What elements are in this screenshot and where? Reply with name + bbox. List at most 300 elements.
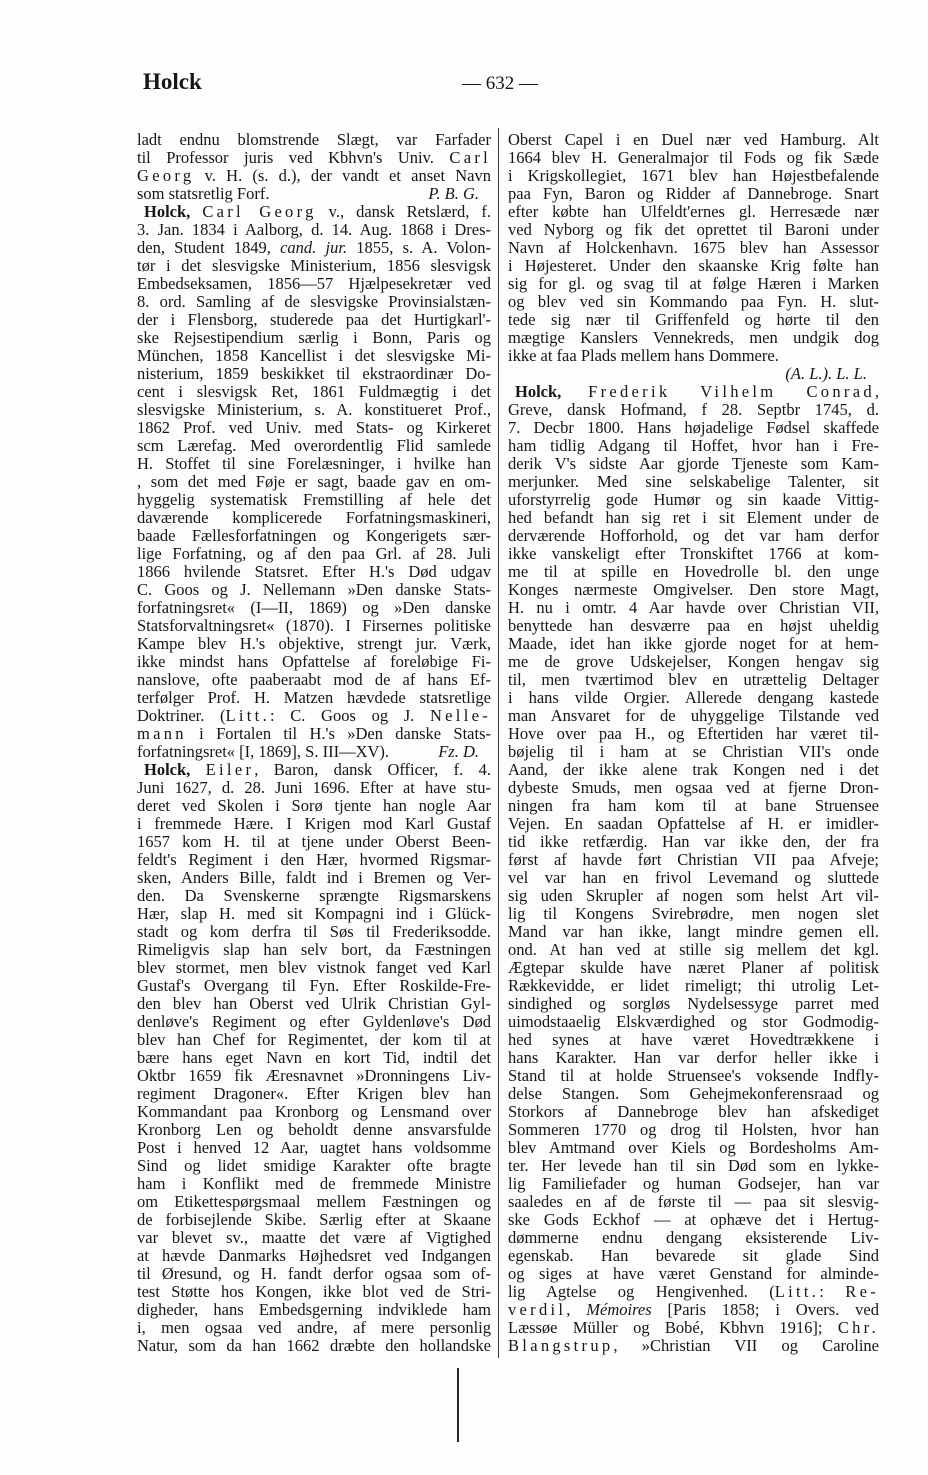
text-line [508,617,879,635]
text-run: 1862 Prof. ved Univ. med Stats- og Kirkeret [137,419,491,437]
text-line [508,509,879,527]
text-run: denløve's Regiment og efter Gyldenløve's Død [137,1013,491,1031]
headword: Holck, [515,383,562,401]
text-run: i fremmede Hære. I Krigen mod Karl Gustaf [137,815,491,833]
text-run: digheder, hans Embedsgerning indviklede ham [137,1301,491,1319]
text-run: nanslove, ofte paaberaabt mod de af hans Ef- [137,671,491,689]
text-run: tid ikke retfærdig. Han var ikke den, der fra [508,833,879,851]
text-line [137,473,491,491]
text-line [508,671,879,689]
text-line [137,707,491,725]
text-run: 3. Jan. 1834 i Aalborg, d. 14. Aug. 1868 i Dres- [137,221,491,239]
italic-text: Mémoires [586,1301,652,1319]
left-column [137,131,491,1355]
text-run: og blev ved sin Kommando paa Fyn. H. slut- [508,293,879,311]
text-run: H. nu i omtr. 4 Aar havde over Christian VII, [508,599,879,617]
text-line [137,545,491,563]
text-line [137,455,491,473]
spaced-name: Carl Georg [202,203,317,221]
text-line [508,1265,879,1283]
text-line [508,959,879,977]
text-line [508,905,879,923]
text-run: til Øresund, og H. fandt derfor ogsaa som of- [137,1265,491,1283]
text-run: regiment Dragoner«. Efter Krigen blev han [137,1085,491,1103]
text-run: i Krigskollegiet, 1671 blev han Højestbefalende [508,167,879,185]
text-run: Kampe blev H.'s objektive, strengt jur. Værk, [137,635,491,653]
text-line [137,365,491,383]
text-line [137,1139,491,1157]
spaced-name: Eiler [205,761,255,779]
text-line [137,275,491,293]
text-run: 1664 blev H. Generalmajor til Fods og fik Sæde [508,149,879,167]
text-line [137,1265,491,1283]
text-line [508,833,879,851]
text-run: blev stormet, men blev vistnok fanget ved Karl [137,959,491,977]
text-run [190,761,205,779]
text-line [508,1337,879,1355]
text-line [137,239,491,257]
text-line [137,977,491,995]
text-run: Maade, idet han ikke gjorde noget for at hem- [508,635,879,653]
text-line [137,959,491,977]
text-line [137,1193,491,1211]
text-run: i, men ogsaa ved andre, af mere personlig [137,1319,491,1337]
text-run: 1866 hvilende Statsret. Efter H.'s Død udgav [137,563,491,581]
text-line [137,815,491,833]
spaced-name: Georg [137,167,195,185]
text-line [508,725,879,743]
text-run: daværende komplicerede Forfatningsmaskineri, [137,509,491,527]
text-run: Sind og lidet smidige Karakter ofte bragte [137,1157,491,1175]
spaced-name: Re- [845,1283,879,1301]
text-run: Rimeligvis slap han selv bort, da Fæstningen [137,941,491,959]
text-run: , som det med Føje er sagt, baade gav en om- [137,473,491,491]
text-line [137,1301,491,1319]
text-run: man Ansvaret for de uhyggelige Tilstande ved [508,707,879,725]
text-run: v. H. (s. d.), der vandt et anset Navn [194,167,491,185]
text-line [508,1283,879,1301]
text-line [508,329,879,347]
text-line [137,293,491,311]
text-run: , [566,1301,587,1319]
text-line [137,1157,491,1175]
text-line [137,1247,491,1265]
text-run: Rækkevidde, er lidet rimeligt; thi utrolig Let- [508,977,879,995]
text-line [137,1031,491,1049]
text-line [137,671,491,689]
text-line [508,689,879,707]
text-run: som statsretlig Forf. [137,185,270,203]
text-line [508,437,879,455]
signature: Fz. D. [438,743,479,761]
text-run: derik V's sidste Aar gjorde Tjeneste som Kam- [508,455,879,473]
text-run: Greve, dansk Hofmand, f 28. Septbr 1745, d. [508,401,879,419]
text-run: Doktriner. ( [137,707,226,725]
text-run: : C. Goos og J. [270,707,430,725]
text-line [508,923,879,941]
text-run: Navn af Holckenhavn. 1675 blev han Assessor [508,239,879,257]
text-run: sig uden Skrupler af nogen som helst Art vil- [508,887,879,905]
text-run: derværende Hofforhold, og det var ham derfor [508,527,879,545]
text-line [137,167,491,185]
text-line [137,869,491,887]
text-line [508,185,879,203]
text-run: og siges at have været Genstand for alminde- [508,1265,879,1283]
text-line [508,869,879,887]
text-line [137,257,491,275]
text-run: til Professor juris ved Kbhvn's Univ. [137,149,450,167]
text-run: Kronborg Len og beholdt denne ansvarsfulde [137,1121,491,1139]
text-run: delse Stangen. Som Gehejmekonferensraad og [508,1085,879,1103]
text-line [137,1283,491,1301]
text-run: den blev han Oberst ved Ulrik Christian Gyl- [137,995,491,1013]
text-run: blev han Chef for Regimentet, der kom til at [137,1031,491,1049]
spaced-name: Chr. [837,1319,879,1337]
text-run: slesvigske Ministerium, s. A. konstitueret Prof., [137,401,491,419]
text-line [508,401,879,419]
text-run: Kommandant paa Kronborg og Lensmand over [137,1103,491,1121]
text-line [508,1013,879,1031]
text-run: den, Student 1849, [137,239,281,257]
text-run: Ægtepar skulde have næret Planer af politisk [508,959,879,977]
text-line [508,221,879,239]
text-run: ikke at faa Plads mellem hans Dommere. [508,347,779,365]
text-run: lig Familiefader og human Godsejer, han var [508,1175,879,1193]
text-line [137,581,491,599]
text-run: merjunker. Med sine selskabelige Talenter, sit [508,473,879,491]
text-line [137,1121,491,1139]
text-run: Storkors af Dannebroge blev han afskediget [508,1103,879,1121]
text-line [137,1175,491,1193]
text-line [508,1031,879,1049]
text-line [508,1121,879,1139]
text-run: Sommeren 1770 og drog til Holsten, hvor han [508,1121,879,1139]
text-line [508,941,879,959]
spaced-name: Carl [449,149,491,167]
text-run: feldt's Regiment i den Hær, hvormed Rigsmar- [137,851,491,869]
text-line [137,383,491,401]
text-line [508,1049,879,1067]
text-line [137,599,491,617]
text-run: Mand var han ikke, langt mindre gemen ell. [508,923,879,941]
text-line [508,545,879,563]
column-rule-tail [457,1368,459,1442]
spaced-name: mann [137,725,187,743]
text-line [137,905,491,923]
text-line [137,1229,491,1247]
text-run: deret ved Skolen i Sorø tjente han nogle Aar [137,797,491,815]
signature: P. B. G. [428,185,479,203]
text-line [137,401,491,419]
text-run: Hove over paa H., og Eftertiden har været til- [508,725,879,743]
page-number: — 632 — [462,73,538,94]
text-line [137,203,491,221]
text-run: efter købte han Ulfeldt'ernes gl. Herresæde nær [508,203,879,221]
spaced-name: verdil [508,1301,567,1319]
text-run: mægtige Kanslers Vennekreds, men undgik dog [508,329,879,347]
text-line [508,635,879,653]
text-line [137,563,491,581]
text-line [508,1103,879,1121]
text-run: var blevet sv., maatte det være af Vigtighed [137,1229,491,1247]
text-line [137,1211,491,1229]
text-run: ham tidlig Adgang til Hoffet, hvor han i Fre- [508,437,879,455]
text-line [137,419,491,437]
text-run: forfatningsret« [I, 1869], S. III—XV). [137,743,390,761]
italic-text: cand. jur. [280,239,348,257]
headword: Holck, [144,761,191,779]
text-line [508,1229,879,1247]
text-run: , [874,383,879,401]
text-run: 1855, s. A. Volon- [347,239,491,257]
text-line [137,995,491,1013]
text-run: i Højesteret. Under den skaanske Krig følte han [508,257,879,275]
text-run: Oberst Capel i en Duel nær ved Hamburg. Alt [508,131,879,149]
text-line [137,221,491,239]
text-line [508,347,879,365]
text-line [137,329,491,347]
text-run: at hævde Danmarks Højhedsret ved Indgangen [137,1247,491,1265]
text-line [508,473,879,491]
signature: (A. L.). L. L. [785,365,867,383]
text-run: om Etikettespørgsmaal mellem Fæstningen og [137,1193,491,1211]
text-run: baade Fællesforfatningen og Kongerigets sær- [137,527,491,545]
text-line [137,689,491,707]
text-line [137,1049,491,1067]
text-line [508,1067,879,1085]
text-run: ter. Her levede han til sin Død som en lykke- [508,1157,879,1175]
text-line [508,1247,879,1265]
text-run: forfatningsret« (I—II, 1869) og »Den danske [137,599,491,617]
text-run: vel var han en frivol Levemand og sluttede [508,869,879,887]
text-run: 1657 kom H. til at tjene under Oberst Been- [137,833,491,851]
text-line [137,887,491,905]
text-run: , Baron, dansk Officer, f. 4. [254,761,491,779]
text-line [137,185,491,203]
text-run: dybeste Smuds, men ogsaa ved at fjerne Dron- [508,779,879,797]
text-run: Aand, der ikke alene trak Kongen ned i det [508,761,879,779]
text-run: bære hans eget Navn en kort Tid, indtil det [137,1049,491,1067]
right-column [508,131,879,1355]
text-run: sig for gl. og svag til at følge Hæren i Marken [508,275,879,293]
text-run: Læssøe Müller og Bobé, Kbhvn 1916]; [508,1319,838,1337]
text-run: Statsforvaltningsret« (1870). I Firsernes politiske [137,617,491,635]
text-line [508,149,879,167]
text-run: der i Flensborg, studerede paa det Hurtigkarl'- [137,311,491,329]
text-line [137,1013,491,1031]
text-line [137,761,491,779]
text-run: Oktbr 1659 fik Æresnavnet »Dronningens Liv- [137,1067,491,1085]
headword: Holck, [144,203,191,221]
text-line [508,797,879,815]
text-line [508,761,879,779]
text-run: først af havde ført Christian VII paa Afveje; [508,851,879,869]
text-line [508,815,879,833]
text-run: sken, Anders Bille, faldt ind i Bremen og Ver- [137,869,491,887]
text-run: ske Rejsestipendium særlig i Bonn, Paris og [137,329,491,347]
text-line [137,311,491,329]
text-run: ikke mindst hans Opfattelse af foreløbige Fi- [137,653,491,671]
text-run: hyggelig systematisk Fremstilling af hele det [137,491,491,509]
text-line [508,239,879,257]
text-run: 7. Decbr 1800. Hans højadelige Fødsel skaffede [508,419,879,437]
text-line [137,1067,491,1085]
text-run: tør i det slesvigske Ministerium, 1856 slesvigsk [137,257,491,275]
text-line [508,203,879,221]
text-run: me til at spille en Hovedrolle bl. den unge [508,563,879,581]
text-line [508,887,879,905]
text-line [508,131,879,149]
text-line [508,257,879,275]
text-run: egenskab. Han bevarede sit glade Sind [508,1247,879,1265]
text-line [508,851,879,869]
text-line [508,1193,879,1211]
text-run: Gustaf's Overgang til Fyn. Efter Roskilde-Fre- [137,977,491,995]
text-line [137,1319,491,1337]
text-line [508,167,879,185]
text-line [508,1139,879,1157]
text-line [137,131,491,149]
text-run: Natur, som da han 1662 dræbte den hollandske [137,1337,491,1355]
text-run: lige Forfatning, og af den paa Grl. af 28. Juli [137,545,491,563]
text-run: Post i henved 12 Aar, uagtet hans voldsomme [137,1139,491,1157]
text-run: nisterium, 1859 beskikket til ekstraordinær Do- [137,365,491,383]
text-line [508,563,879,581]
text-line [508,779,879,797]
text-line [137,851,491,869]
text-run: hed synes at have været Hovedtrækkene i [508,1031,879,1049]
text-line [137,491,491,509]
text-run: uforstyrrelig gode Humør og sin kaade Vittig- [508,491,879,509]
text-run [561,383,588,401]
text-run: lig til Kongens Svirebrødre, men nogen slet [508,905,879,923]
text-line [508,977,879,995]
text-run: ladt endnu blomstrende Slægt, var Farfader [137,131,491,149]
text-run: lig Agtelse og Hengivenhed. ( [508,1283,775,1301]
text-run: ningen fra ham kom til at bane Struensee [508,797,879,815]
text-line [137,941,491,959]
spaced-name: Nelle- [429,707,491,725]
text-run: ikke vanskeligt efter Tronskiftet 1766 at kom- [508,545,879,563]
text-run: Embedseksamen, 1856—57 Hjælpesekretær ved [137,275,491,293]
text-run: stadt og kom derfra til Søs til Frederiksodde. [137,923,491,941]
column-rule [498,128,499,1358]
text-run: paa Fyn, Baron og Ridder af Dannebroge. Snart [508,185,879,203]
text-run: i Fortalen til H.'s »Den danske Stats- [186,725,491,743]
text-run: sindighed og sorgløs Nydelsessyge parret med [508,995,879,1013]
text-line [137,833,491,851]
text-run: Juni 1627, d. 28. Juni 1696. Efter at have stu- [137,779,491,797]
text-run: ond. At han ved at stille sig mellem det kgl. [508,941,879,959]
text-line [508,365,879,383]
text-run: , »Christian VII og Caroline [613,1337,879,1355]
text-line [137,1085,491,1103]
running-head: Holck [143,69,202,94]
text-line [508,581,879,599]
text-run: scm Lærefag. Med overordentlig Flid samlede [137,437,491,455]
text-line [137,1337,491,1355]
text-line [508,275,879,293]
text-line [508,1175,879,1193]
text-run: hans Karakter. Han var derfor heller ikke i [508,1049,879,1067]
text-line [508,743,879,761]
text-line [137,437,491,455]
text-line [137,509,491,527]
text-run: cent i slesvigsk Ret, 1861 Fuldmægtig i det [137,383,491,401]
text-run: i hans vilde Orgier. Allerede dengang kastede [508,689,879,707]
text-line [137,797,491,815]
text-run: 8. ord. Samling af de slesvigske Provinsialstæn- [137,293,491,311]
text-line [508,311,879,329]
text-line [137,347,491,365]
text-line [137,149,491,167]
text-run: test Støtte hos Kongen, ikke blot ved de Stri- [137,1283,491,1301]
text-run: hed befandt han sig ret i sit Element under de [508,509,879,527]
text-run: H. Stoffet til sine Forelæsninger, i hvilke han [137,455,491,473]
text-run: til, men tværtimod blev en utrættelig Deltager [508,671,879,689]
text-run: [Paris 1858; i Overs. ved [651,1301,879,1319]
text-run: tede sig nær til Griffenfeld og hørte til den [508,311,879,329]
text-line [137,923,491,941]
text-line [137,653,491,671]
text-run: saaledes en af de første til — paa sit slesvig- [508,1193,879,1211]
text-line [508,527,879,545]
text-run: Konges nærmeste Omgivelser. Den store Magt, [508,581,879,599]
text-run: me de grove Udskejelser, Kongen hengav sig [508,653,879,671]
spaced-name: Litt. [774,1283,820,1301]
text-line [508,293,879,311]
text-run: v., dansk Retslærd, f. [316,203,491,221]
text-run: Hær, slap H. med sit Kompagni ind i Glück- [137,905,491,923]
text-line [508,1301,879,1319]
text-line [508,653,879,671]
text-run: Stand til at holde Struensee's voksende Indfly- [508,1067,879,1085]
text-line [508,455,879,473]
text-line [137,635,491,653]
text-line [508,419,879,437]
spaced-name: Blangstrup [508,1337,614,1355]
text-run: ham i Konflikt med de fremmede Ministre [137,1175,491,1193]
text-line [508,599,879,617]
text-run: benyttede han desværre paa en højst uheldig [508,617,879,635]
text-run: bøjelig til i ham at se Christian VII's onde [508,743,879,761]
text-run: de forbisejlende Skibe. Særlig efter at Skaane [137,1211,491,1229]
text-run: den. Da Svenskerne sprængte Rigsmarskens [137,887,491,905]
text-run: uimodstaaelig Elskværdighed og stor Godmodig- [508,1013,879,1031]
text-line [137,725,491,743]
text-run [190,203,202,221]
text-line [137,527,491,545]
text-line [137,743,491,761]
text-run: München, 1858 Kancellist i det slesvigske Mi- [137,347,491,365]
text-run: blev Amtmand over Kiels og Bordesholms Am- [508,1139,879,1157]
text-line [508,1319,879,1337]
text-run: dømmerne endnu dengang eksisterende Liv- [508,1229,879,1247]
text-line [137,779,491,797]
text-run: C. Goos og J. Nellemann »Den danske Stats- [137,581,491,599]
text-line [508,1085,879,1103]
text-line [137,1103,491,1121]
text-run: ske Gods Eckhof — at ophæve det i Hertug- [508,1211,879,1229]
text-line [508,491,879,509]
text-run: ved Nyborg og fik det oprettet til Baroni under [508,221,879,239]
spaced-name: Frederik Vilhelm Conrad [588,383,875,401]
text-line [508,707,879,725]
text-line [508,1157,879,1175]
spaced-name: Litt. [225,707,270,725]
text-line [508,383,879,401]
text-line [508,995,879,1013]
